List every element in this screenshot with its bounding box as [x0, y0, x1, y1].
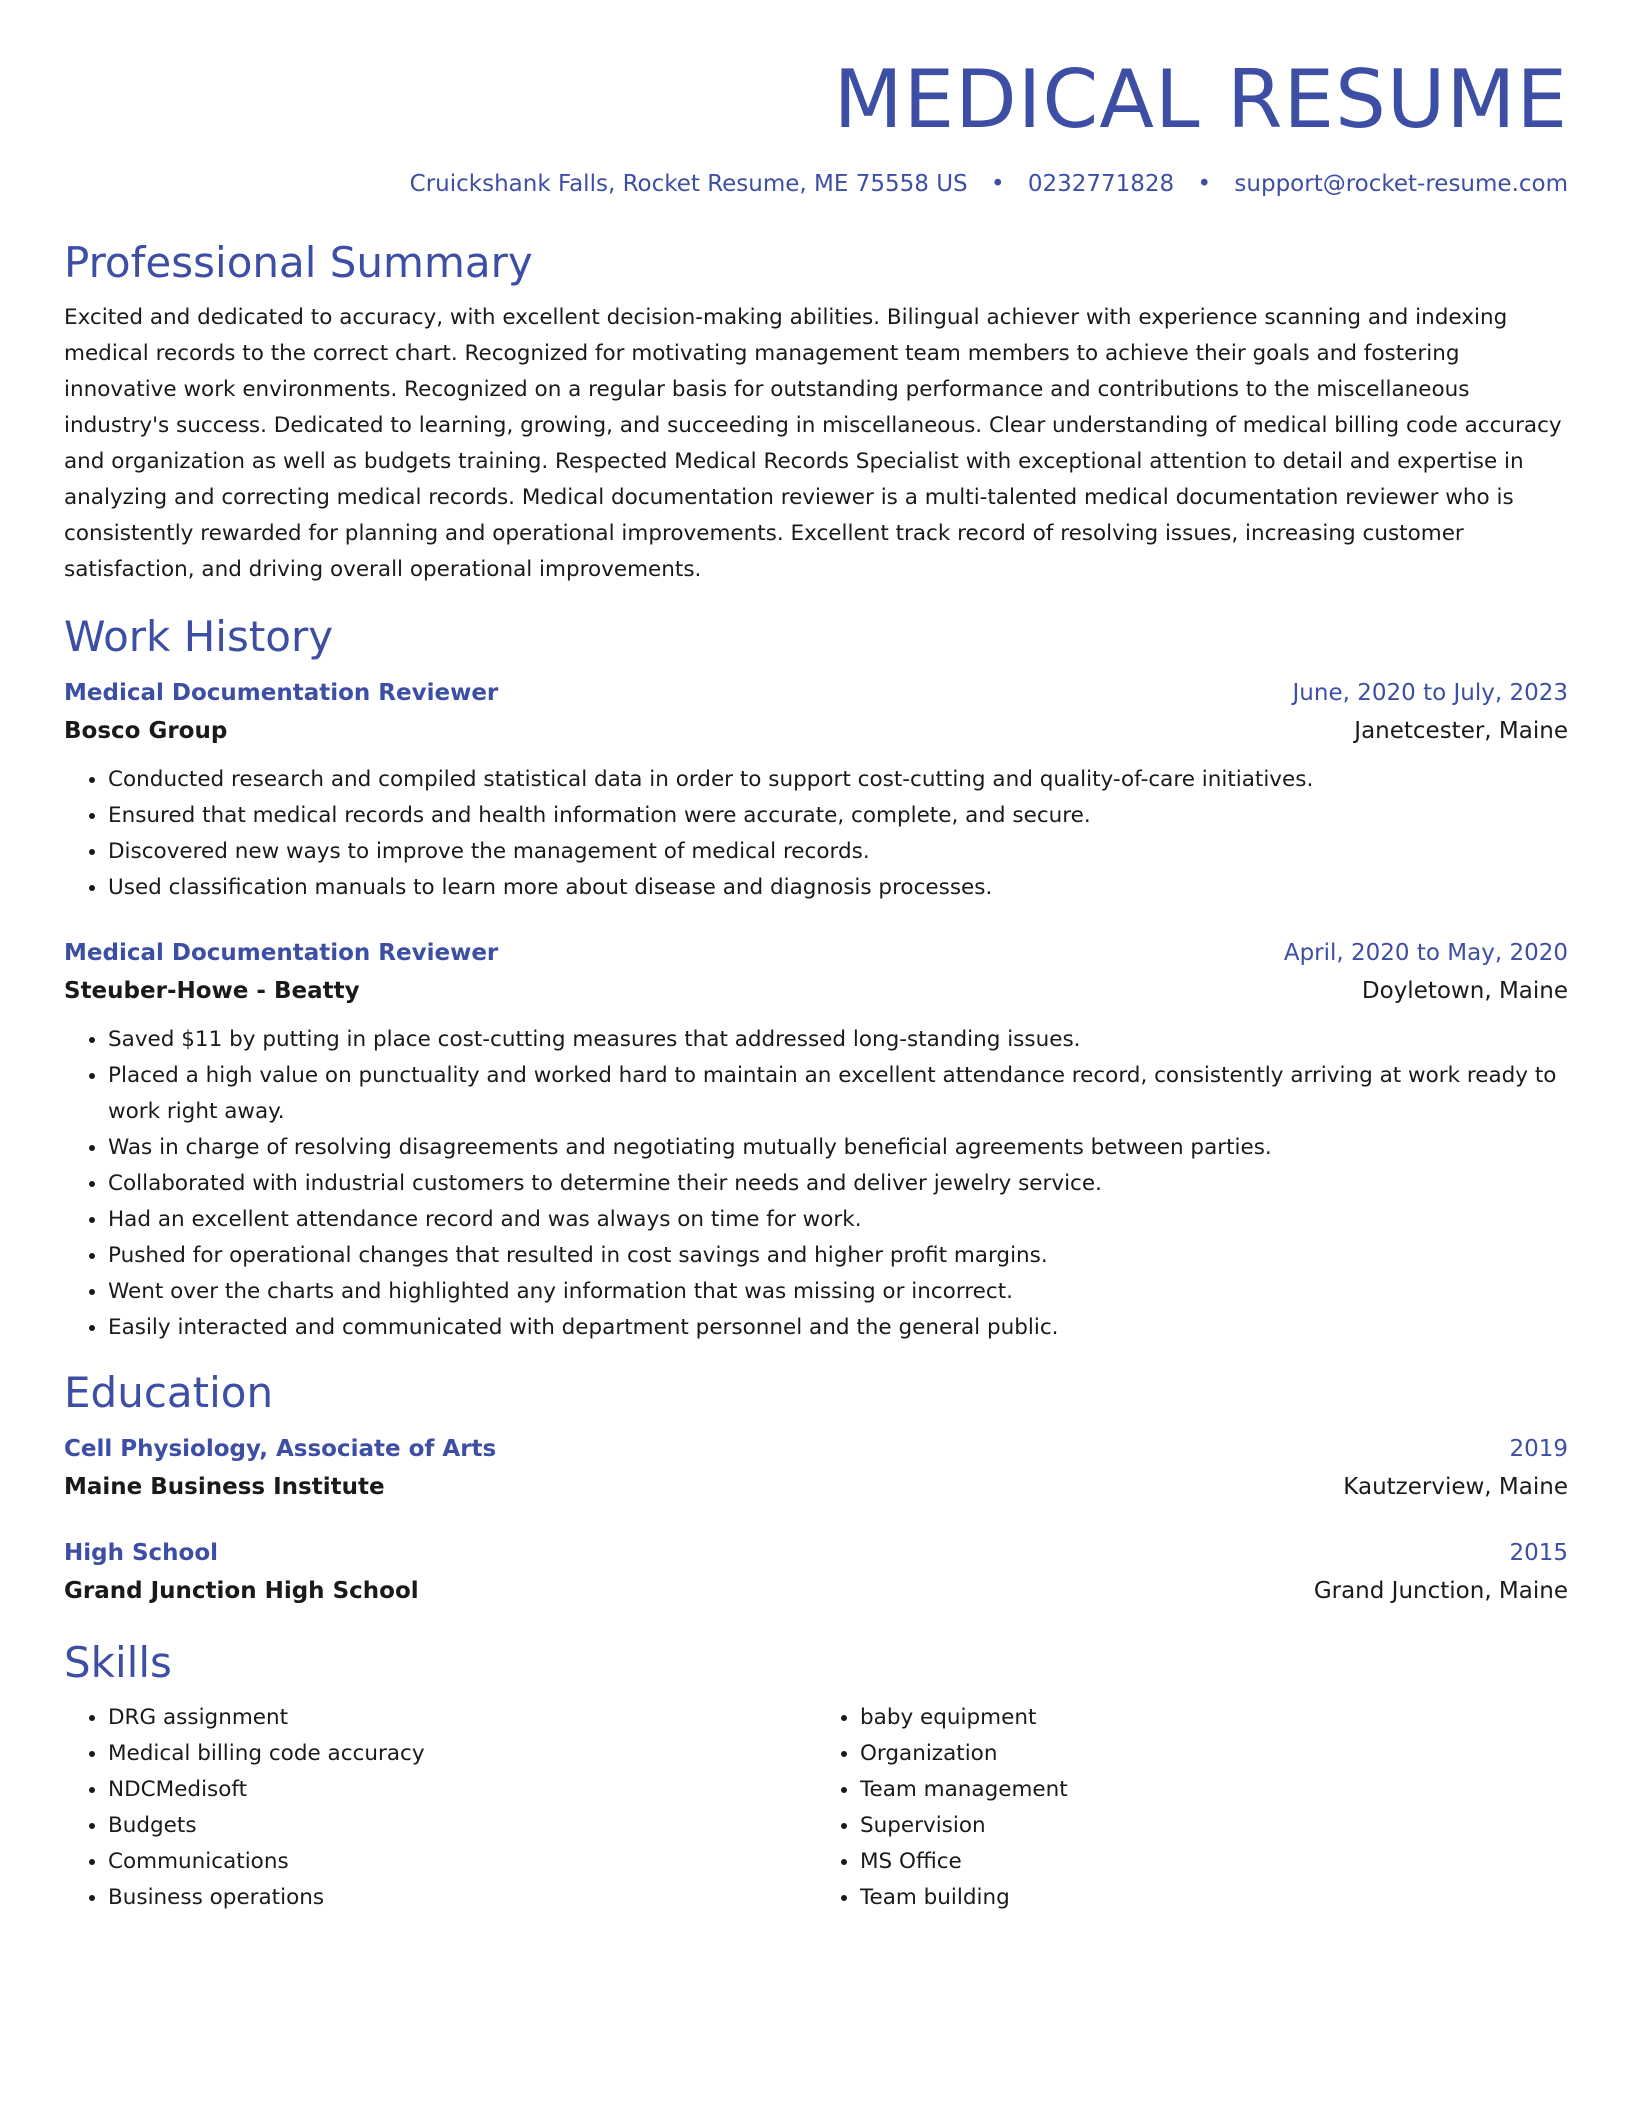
skill-item: • Supervision [860, 1808, 1568, 1844]
skill-item: • baby equipment [860, 1700, 1568, 1736]
job-company: Bosco Group [64, 718, 228, 744]
job-title: Medical Documentation Reviewer [64, 940, 499, 966]
job-dates: April, 2020 to May, 2020 [1283, 940, 1568, 966]
list-item: • Pushed for operational changes that resulted in cost savings and higher profit margins. [108, 1238, 1568, 1274]
skill-item: • Team management [860, 1772, 1568, 1808]
section-title-skills: Skills [64, 1638, 172, 1687]
skills-list-left [64, 1700, 816, 1916]
education-school-row [64, 1572, 1568, 1610]
skill-item: • NDCMedisoft [108, 1772, 816, 1808]
education-degree: Cell Physiology, Associate of Arts [64, 1436, 497, 1462]
list-item: • Had an excellent attendance record and was always on time for work. [108, 1202, 1568, 1238]
job-company-row [64, 972, 1568, 1010]
skill-item: • Business operations [108, 1880, 816, 1916]
education-year: 2019 [1509, 1436, 1568, 1462]
resume-header [64, 0, 1568, 200]
list-item: • Used classification manuals to learn more about disease and diagnosis processes. [108, 870, 1568, 906]
skills-section [64, 1636, 1568, 1916]
education-school: Maine Business Institute [64, 1474, 385, 1500]
list-item: • Placed a high value on punctuality and worked hard to maintain an excellent attendance record, consistently arriving at work ready to work right away. [108, 1058, 1568, 1130]
contact-separator: • [1197, 171, 1212, 197]
job-company-row [64, 712, 1568, 750]
list-item: • Ensured that medical records and health information were accurate, complete, and secure. [108, 798, 1568, 834]
job-dates: June, 2020 to July, 2023 [1292, 680, 1568, 706]
job-entry [64, 934, 1568, 1346]
summary-text: Excited and dedicated to accuracy, with excellent decision-making abilities. Bilingual achiever with experience scanning and indexing medical records to the correct chart. Recognized for motivating management team members to achieve their goals and fostering innovative work environments. Recognized on a regular basis for outstanding performance and contributions to the miscellaneous industry's success. Dedicated to learning, growing, and succeeding in miscellaneous. Clear understanding of medical billing code accuracy and organization as well as budgets training. Respected Medical Records Specialist with exceptional attention to detail and expertise in analyzing and correcting medical records. Medical documentation reviewer is a multi-talented medical documentation reviewer who is consistently rewarded for planning and operational improvements. Excellent track record of resolving issues, increasing customer satisfaction, and driving overall operational improvements. [64, 305, 1562, 582]
list-item: • Went over the charts and highlighted any information that was missing or incorrect. [108, 1274, 1568, 1310]
education-school: Grand Junction High School [64, 1578, 419, 1604]
education-entry [64, 1534, 1568, 1610]
contact-separator: • [990, 171, 1005, 197]
skill-item: • Medical billing code accuracy [108, 1736, 816, 1772]
education-header-row [64, 1430, 1568, 1468]
contact-address: Cruickshank Falls, Rocket Resume, ME 75558 US [409, 171, 968, 197]
skill-item: • DRG assignment [108, 1700, 816, 1736]
education-degree: High School [64, 1540, 219, 1566]
summary-section [64, 236, 1568, 588]
list-item: • Collaborated with industrial customers to determine their needs and deliver jewelry service. [108, 1166, 1568, 1202]
job-company: Steuber-Howe - Beatty [64, 978, 360, 1004]
education-year: 2015 [1509, 1540, 1568, 1566]
skill-item: • MS Office [860, 1844, 1568, 1880]
skills-grid [64, 1700, 1568, 1916]
section-title-education: Education [64, 1368, 274, 1417]
education-entry [64, 1430, 1568, 1506]
resume-title: MEDICAL RESUME [833, 53, 1568, 146]
skill-item: • Budgets [108, 1808, 816, 1844]
skill-item: • Team building [860, 1880, 1568, 1916]
job-entry [64, 674, 1568, 906]
contact-line [64, 168, 1568, 200]
list-item: • Saved $11 by putting in place cost-cutting measures that addressed long-standing issues. [108, 1022, 1568, 1058]
work-history-section [64, 610, 1568, 1346]
job-location: Doyletown, Maine [1361, 978, 1568, 1004]
job-title: Medical Documentation Reviewer [64, 680, 499, 706]
skill-item: • Organization [860, 1736, 1568, 1772]
section-title-work-history: Work History [64, 612, 334, 661]
contact-email[interactable]: support@rocket-resume.com [1234, 171, 1568, 197]
list-item: • Conducted research and compiled statistical data in order to support cost-cutting and quality-of-care initiatives. [108, 762, 1568, 798]
list-item: • Was in charge of resolving disagreements and negotiating mutually beneficial agreements between parties. [108, 1130, 1568, 1166]
education-school-row [64, 1468, 1568, 1506]
education-section [64, 1366, 1568, 1610]
skills-list-right [816, 1700, 1568, 1916]
education-location: Kautzerview, Maine [1343, 1474, 1568, 1500]
contact-phone: 0232771828 [1027, 171, 1175, 197]
job-location: Janetcester, Maine [1354, 718, 1568, 744]
skill-item: • Communications [108, 1844, 816, 1880]
job-header-row [64, 674, 1568, 712]
job-bullets [64, 762, 1568, 906]
list-item: • Discovered new ways to improve the management of medical records. [108, 834, 1568, 870]
job-header-row [64, 934, 1568, 972]
section-title-summary: Professional Summary [64, 238, 533, 287]
education-header-row [64, 1534, 1568, 1572]
job-bullets [64, 1022, 1568, 1346]
list-item: • Easily interacted and communicated with department personnel and the general public. [108, 1310, 1568, 1346]
education-location: Grand Junction, Maine [1313, 1578, 1568, 1604]
